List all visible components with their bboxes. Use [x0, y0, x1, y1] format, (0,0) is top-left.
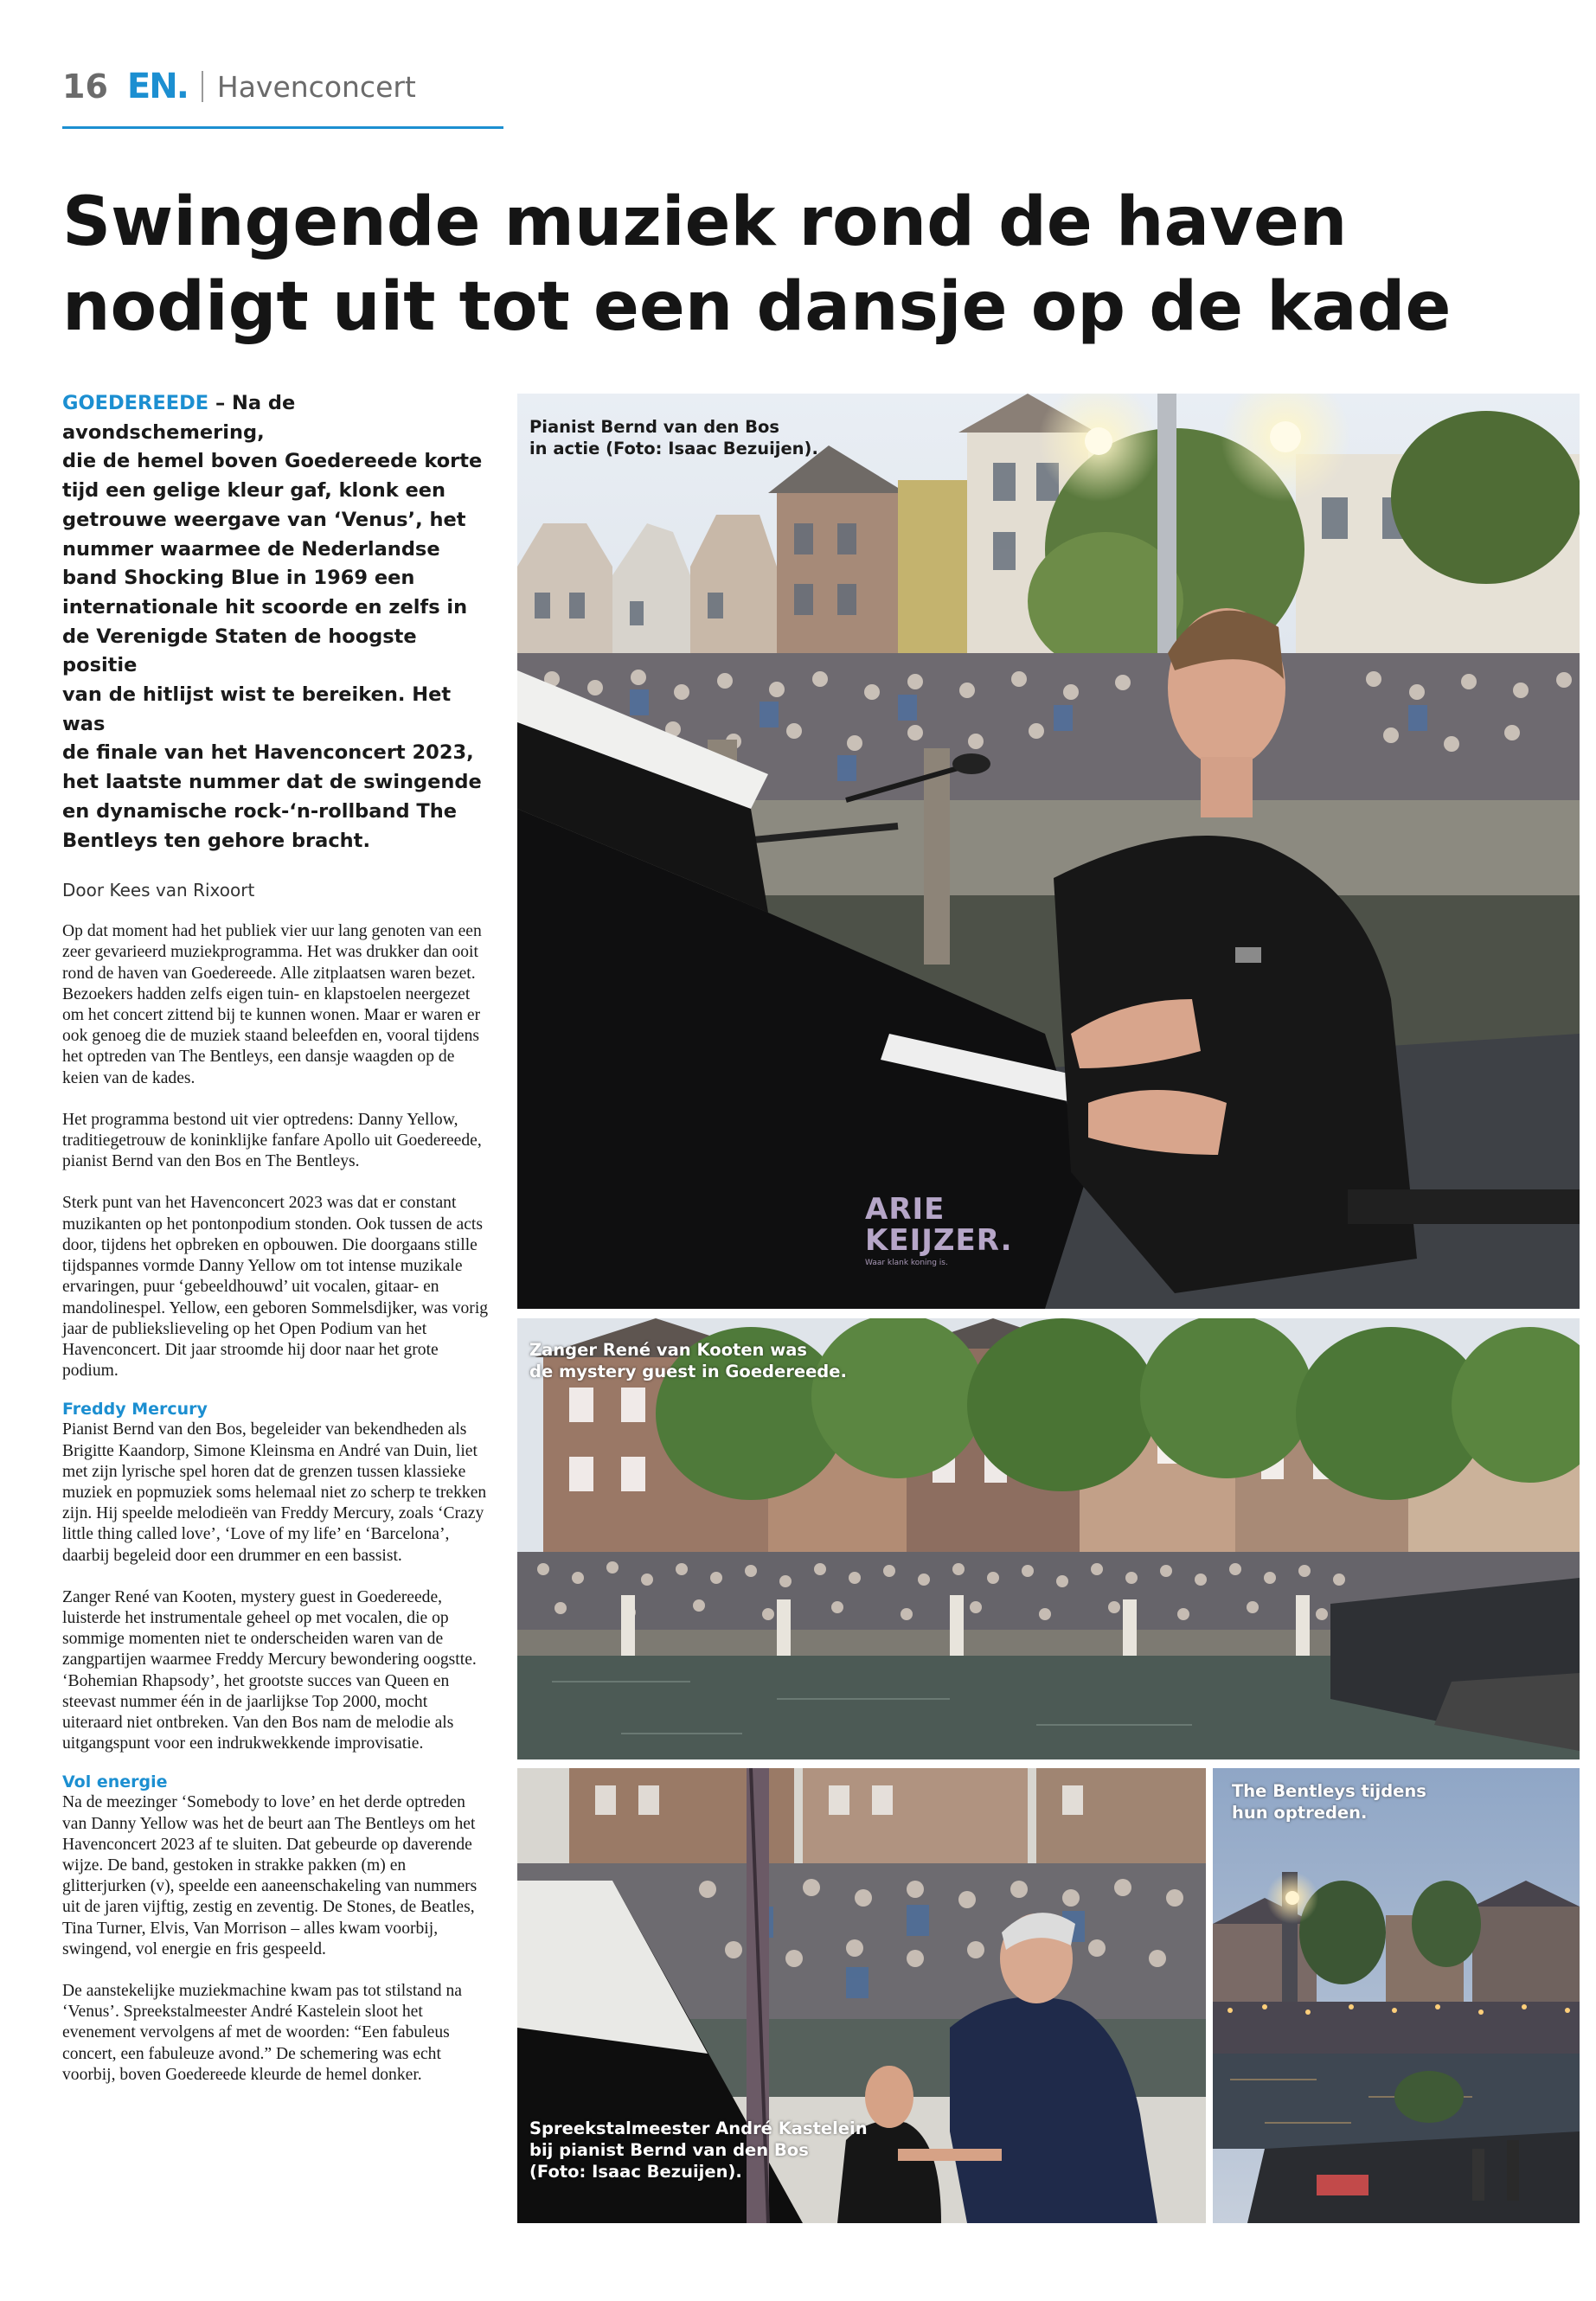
lede-line: van de hitlijst wist te bereiken. Het was: [62, 683, 452, 735]
body-paragraph: Na de meezinger ‘Somebody to love’ en het derde optreden van Danny Yellow was het de beurt aan The Bentleys om het Havenconcert 2023 af te sluiten. Dat gebeurde op daverende wijze. De band, gestoken in strakke pakken (m) en glitterjurken (v), speelde een aaneenschakeling van nummers uit de jaren vijftig, zestig en zeventig. De Stones, de Beatles, Tina Turner, Elvis, Van Morrison – alles kwam voorbij, swingend, vol energie en fris gespeeld.: [62, 1793, 478, 1958]
caption-line: (Foto: Isaac Bezuijen).: [529, 2162, 742, 2182]
brand-tagline: Waar klank koning is.: [865, 1259, 948, 1267]
caption-line: de mystery guest in Goedereede.: [529, 1362, 847, 1381]
article-lede: [62, 389, 490, 856]
lede-line: de finale van het Havenconcert 2023,: [62, 741, 474, 765]
brand-line: KEIJZER.: [865, 1223, 1013, 1258]
photo-caption: [529, 2118, 868, 2182]
photo-pianist: [517, 394, 1580, 1309]
body-paragraph: Zanger René van Kooten, mystery guest in Goedereede, luisterde het instrumentale geheel op met vocalen, die op sommige momenten niet te onderscheiden waren van de zangpartijen waarmee Freddy Mercury bewondering oogstte. ‘Bohemian Rhapsody’, het grootste succes van Queen en steevast nummer één in de jaarlijkse Top 2000, mocht uiteraard niet ontbreken. Van den Bos nam de melodie als uitgangspunt voor een indrukwekkende improvisatie.: [62, 1587, 477, 1753]
photo-ringmaster: [517, 1768, 1206, 2223]
page-number: 16: [62, 67, 108, 106]
lede-line: die de hemel boven Goedereede korte: [62, 450, 483, 473]
subheading: Freddy Mercury: [62, 1400, 208, 1420]
lede-line: internationale hit scoorde en zelfs in: [62, 595, 468, 619]
caption-line: Pianist Bernd van den Bos: [529, 417, 780, 437]
lede-line: tijd een gelige kleur gaf, klonk een: [62, 479, 446, 503]
pianist-photo-illustration: [517, 394, 1580, 1309]
headline-line: nodigt uit tot een dansje op de kade: [62, 268, 1452, 346]
brand-line: ARIE: [865, 1192, 945, 1227]
lede-line: Bentleys ten gehore bracht.: [62, 829, 370, 852]
body-paragraph: De aanstekelijke muziekmachine kwam pas tot stilstand na ‘Venus’. Spreekstalmeester André Kastelein sloot het evenement vervolgens af met de woorden: “Een fabuleus concert, een fabuleuze avond.” De schemering was echt voorbij, boven Goedereede kleurde de hemel donker.: [62, 1981, 462, 2084]
lede-line: het laatste nummer dat de swingende: [62, 771, 482, 794]
bentleys-photo-illustration: [1213, 1768, 1580, 2223]
page-header: [62, 62, 416, 111]
photo-caption: [1232, 1780, 1426, 1823]
body-paragraph: Sterk punt van het Havenconcert 2023 was dat er constant muzikanten op het pontonpodium stonden. Ook tussen de acts door, tijdens het opbreken en opbouwen. Die doorgaans stille tijdspannes vormde Danny Yellow om tot intense muzikale ervaringen, puur ‘gebeeldhouwd’ uit vocalen, gitaar- en mandolinespel. Yellow, een geboren Sommelsdijker, was vorig jaar de publiekslieveling op het Open Podium van het Havenconcert. Dit jaar stroomde hij door naar het grote podium.: [62, 1194, 489, 1381]
headline: [62, 180, 1550, 349]
dateline: GOEDEREEDE: [62, 392, 209, 414]
caption-line: The Bentleys tijdens: [1232, 1781, 1426, 1801]
lede-line: en dynamische rock-‘n-rollband The: [62, 799, 458, 823]
section-name: Havenconcert: [216, 69, 416, 104]
lede-line: band Shocking Blue in 1969 een: [62, 567, 415, 590]
body-paragraph: Het programma bestond uit vier optredens: Danny Yellow, traditiegetrouw de koninklijke fanfare Apollo uit Goedereede, pianist Bernd van den Bos en The Bentleys.: [62, 1110, 482, 1171]
lede-line: de Verenigde Staten de hoogste positie: [62, 625, 417, 677]
caption-line: Spreekstalmeester André Kastelein: [529, 2118, 868, 2138]
photo-caption: [529, 1339, 847, 1382]
headline-line: Swingende muziek rond de haven: [62, 183, 1348, 261]
photo-caption: [529, 416, 818, 459]
piano-brand-logo: [865, 1194, 1012, 1267]
header-divider: [202, 71, 203, 102]
photo-harbour-crowd: [517, 1318, 1580, 1759]
article-text-column: [62, 389, 490, 2086]
caption-line: bij pianist Bernd van den Bos: [529, 2140, 809, 2160]
byline: Door Kees van Rixoort: [62, 880, 255, 901]
caption-line: Zanger René van Kooten was: [529, 1340, 808, 1360]
header-rule: [62, 126, 503, 129]
caption-line: in actie (Foto: Isaac Bezuijen).: [529, 439, 818, 458]
lede-line: getrouwe weergave van ‘Venus’, het: [62, 508, 466, 531]
caption-line: hun optreden.: [1232, 1803, 1368, 1823]
body-paragraph: Op dat moment had het publiek vier uur lang genoten van een zeer gevarieerd muziekprogramma. Het was drukker dan ooit rond de haven van Goedereede. Alle zitplaatsen waren bezet. Bezoekers hadden zelfs eigen tuin- en klapstoelen neergezet om het concert zittend bij te kunnen wonen. Maar er waren er ook genoeg die de muziek staand beleefden en, vooral tijdens het optreden van The Bentleys, een dansje waagden op de keien van de kades.: [62, 922, 482, 1087]
photo-bentleys: [1213, 1768, 1580, 2223]
subheading: Vol energie: [62, 1772, 168, 1792]
harbour-photo-illustration: [517, 1318, 1580, 1759]
newspaper-logo: EN.: [126, 67, 188, 106]
body-paragraph: Pianist Bernd van den Bos, begeleider van bekendheden als Brigitte Kaandorp, Simone Kleinsma en André van Duin, liet met zijn lyrische spel horen dat de grenzen tussen klassieke muziek en popmuziek soms helemaal niet zo scherp te trekken zijn. Hij speelde melodieën van Freddy Mercury, zoals ‘Crazy little thing called love’, ‘Love of my life’ en ‘Barcelona’, daarbij begeleid door een drummer en een bassist.: [62, 1420, 487, 1565]
lede-line: nummer waarmee de Nederlandse: [62, 537, 440, 561]
lede-line: – Na de avondschemering,: [62, 392, 296, 444]
